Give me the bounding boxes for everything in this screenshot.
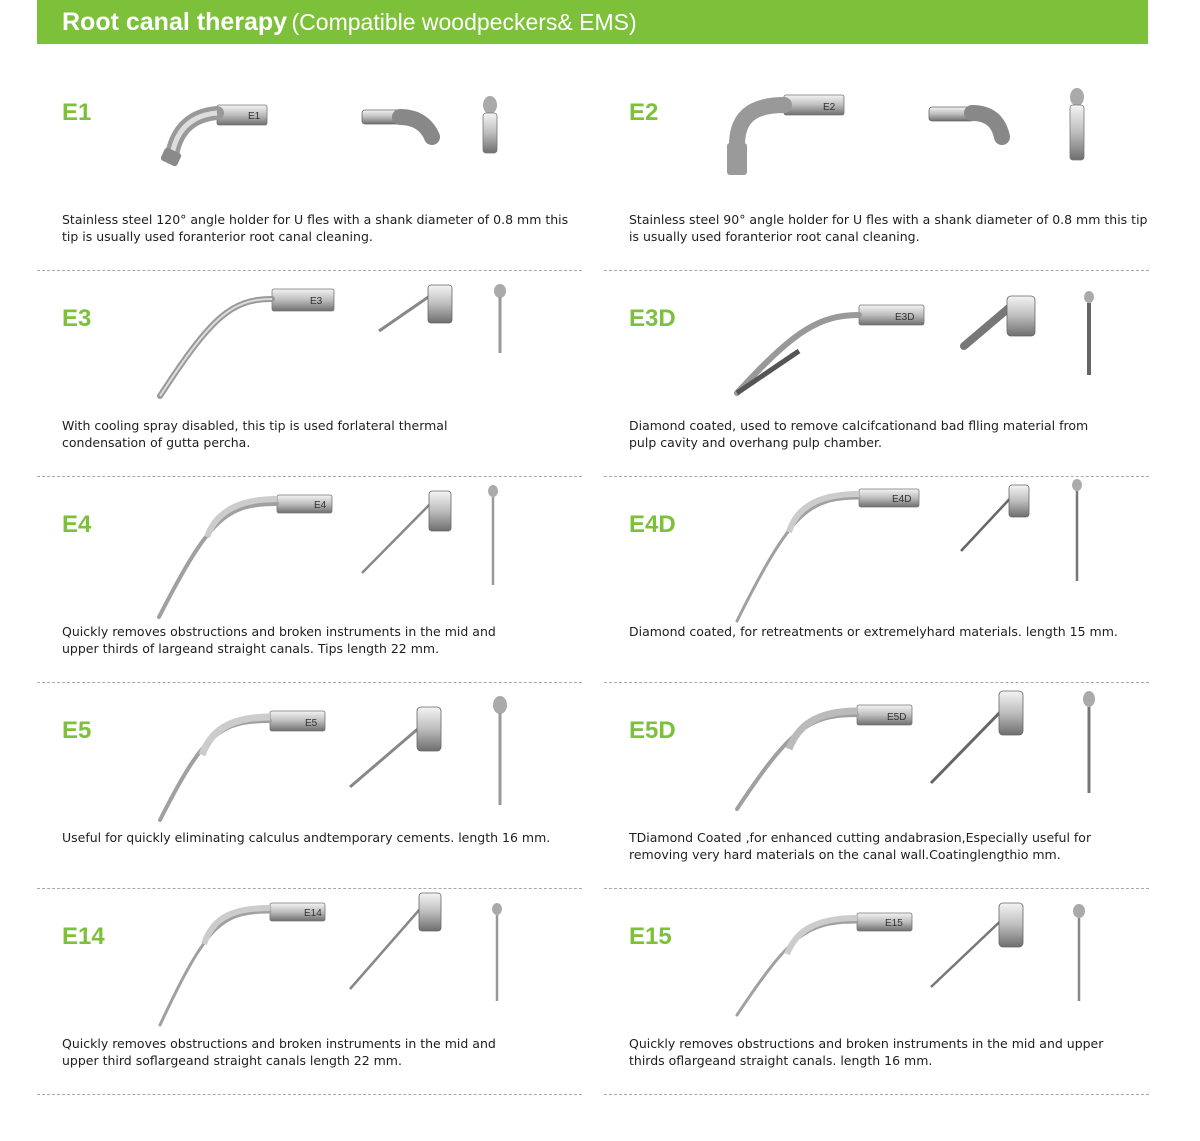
tip-code: E15 [629, 923, 672, 950]
tip-description: Stainless steel 120° angle holder for U fles with a shank diameter of 0.8 mm this tip is usually used foranterior root canal cleaning. [62, 212, 569, 244]
tip-side-view-illustration [132, 889, 562, 1029]
tip-images [132, 683, 562, 823]
divider [37, 1094, 582, 1095]
tip-side-view-illustration [699, 271, 1129, 411]
tip-side-view-illustration [132, 271, 562, 411]
tip-side-view-illustration [132, 683, 562, 823]
tip-images [132, 65, 562, 205]
tip-engraving: E5 [305, 718, 318, 729]
tip-images [699, 683, 1129, 823]
tip-description: Diamond coated, used to remove calcifcationand bad flling material from pulp cavity and overhang pulp chamber. [629, 418, 1089, 450]
tip-images [699, 271, 1129, 411]
tip-description: Useful for quickly eliminating calculus andtemporary cements. length 16 mm. [62, 830, 551, 845]
tip-card-e4 [37, 477, 582, 683]
tip-description: Quickly removes obstructions and broken instruments in the mid and upper third soflargeand straight canals length 22 mm. [62, 1036, 496, 1068]
tip-code: E3 [62, 305, 92, 332]
tip-side-view-illustration [699, 65, 1129, 205]
tip-engraving: E4 [314, 500, 327, 511]
tip-description: With cooling spray disabled, this tip is used forlateral thermal condensation of gutta percha. [62, 418, 448, 450]
tip-description: Quickly removes obstructions and broken instruments in the mid and upper thirds of largeand straight canals. Tips length 22 mm. [62, 624, 496, 656]
tip-images [132, 477, 562, 617]
tip-card-e15 [604, 889, 1149, 1095]
page-title-sub: (Compatible woodpeckers& EMS) [291, 9, 637, 35]
tip-card-e4d [604, 477, 1149, 683]
tip-engraving: E4D [892, 494, 912, 505]
tip-card-e3 [37, 271, 582, 477]
tip-code: E5 [62, 717, 92, 744]
tip-card-e1 [37, 65, 582, 271]
tip-code: E1 [62, 99, 92, 126]
tip-images [699, 889, 1129, 1029]
divider [604, 1094, 1149, 1095]
tip-engraving: E3D [895, 312, 915, 323]
tip-card-e5 [37, 683, 582, 889]
tip-card-e5d [604, 683, 1149, 889]
tip-description: Diamond coated, for retreatments or extremelyhard materials. length 15 mm. [629, 624, 1118, 639]
tip-engraving: E14 [304, 908, 322, 919]
tip-description: TDiamond Coated ,for enhanced cutting andabrasion,Especially useful for removing very hard materials on the canal wall.Coatinglengthio mm. [629, 830, 1092, 862]
tip-engraving: E3 [310, 296, 323, 307]
tip-side-view-illustration [699, 889, 1129, 1029]
tip-code: E4 [62, 511, 92, 538]
tip-code: E2 [629, 99, 659, 126]
tip-card-e2 [604, 65, 1149, 271]
tip-engraving: E5D [887, 712, 907, 723]
tip-code: E4D [629, 511, 676, 538]
tip-code: E3D [629, 305, 676, 332]
page-title [62, 6, 637, 38]
page-title-main: Root canal therapy [62, 8, 288, 36]
tip-card-e14 [37, 889, 582, 1095]
tip-code: E14 [62, 923, 105, 950]
tip-images [132, 889, 562, 1029]
tip-side-view-illustration [699, 683, 1129, 823]
tip-engraving: E2 [823, 102, 836, 113]
tip-description: Quickly removes obstructions and broken instruments in the mid and upper thirds oflargeand straight canals. length 16 mm. [629, 1036, 1104, 1068]
tip-engraving: E15 [885, 918, 903, 929]
tip-images [699, 477, 1129, 617]
tip-images [699, 65, 1129, 205]
tip-side-view-illustration [699, 477, 1129, 617]
tip-card-e3d [604, 271, 1149, 477]
tip-side-view-illustration [132, 477, 562, 617]
tip-images [132, 271, 562, 411]
tip-code: E5D [629, 717, 676, 744]
tip-side-view-illustration [132, 65, 562, 205]
tip-description: Stainless steel 90° angle holder for U fles with a shank diameter of 0.8 mm this tip is usually used foranterior root canal cleaning. [629, 212, 1148, 244]
tip-engraving: E1 [248, 111, 261, 122]
